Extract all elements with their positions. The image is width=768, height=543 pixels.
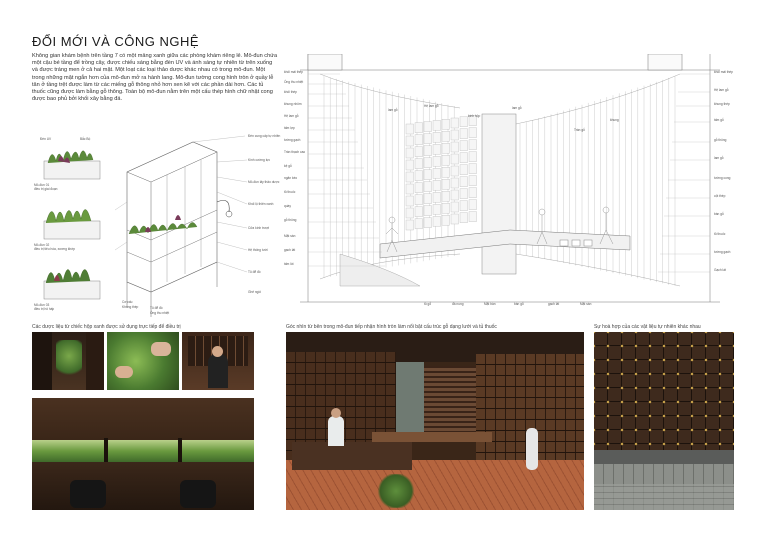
cabinet-drawer xyxy=(451,214,459,224)
cabinet-drawer xyxy=(442,119,450,129)
iso-label-4: Khối lộ thiên xanh xyxy=(248,202,274,206)
sec-left-8: kệ gỗ xyxy=(284,164,292,168)
sec-left-10: tủ thuốc xyxy=(284,190,296,194)
module-3-sub: điều trị hô hấp xyxy=(34,307,55,311)
sec-left-5: tấm lợp xyxy=(284,126,295,130)
sec-bottom-1: đá nung xyxy=(452,302,464,306)
sec-bottom-5: Mặt sàn xyxy=(580,302,592,306)
cabinet-drawer xyxy=(460,213,468,223)
sec-top-0: lam gỗ xyxy=(388,108,398,112)
cabinet-drawer xyxy=(442,143,450,153)
cabinet-drawer xyxy=(433,120,441,130)
cabinet-drawer xyxy=(406,184,414,194)
sec-right-9: tủ thuốc xyxy=(714,232,726,236)
cabinet-drawer xyxy=(415,135,423,145)
cabinet-drawer xyxy=(442,215,450,225)
cabinet-drawer xyxy=(415,183,423,193)
cabinet-drawer xyxy=(415,207,423,217)
sec-right-3: tấm gỗ xyxy=(714,118,724,122)
module-2-label: Mô-đun 02 xyxy=(34,243,50,247)
module-1 xyxy=(44,151,100,179)
sec-left-6: tường gạch xyxy=(284,138,301,142)
photo-reception-interior xyxy=(286,332,584,510)
plant-modules-illustration xyxy=(32,135,112,315)
caption-photos-left: Các dược liệu từ chiếc hộp xanh được sử dụng trực tiếp để điều trị xyxy=(32,324,181,330)
sec-right-11: Gạch lát xyxy=(714,268,726,272)
cabinet-drawer xyxy=(424,194,432,204)
sec-left-11: quầy xyxy=(284,204,291,208)
cabinet-drawer xyxy=(433,180,441,190)
sec-bottom-4: gạch lát xyxy=(548,302,560,306)
cabinet-drawer xyxy=(424,206,432,216)
cabinet-drawer xyxy=(433,144,441,154)
sec-right-7: cột thép xyxy=(714,194,726,198)
module-2 xyxy=(44,209,100,239)
sec-top-5: khung xyxy=(610,118,619,122)
module-3-label: Mô-đun 03 xyxy=(34,303,50,307)
iso-label-9: Cơ cấu xyxy=(122,300,133,304)
cabinet-drawer xyxy=(442,191,450,201)
sec-top-2: kính hộp xyxy=(468,114,481,118)
cabinet-drawer xyxy=(460,129,468,139)
cabinet-drawer xyxy=(406,148,414,158)
cabinet-drawer xyxy=(451,178,459,188)
sec-right-5: lam gỗ xyxy=(714,156,724,160)
caption-photo-right: Sự hoà hợp của các vật liệu tự nhiên khác nhau xyxy=(594,324,701,330)
cabinet-drawer xyxy=(433,132,441,142)
sec-top-4: Trần gỗ xyxy=(574,128,585,132)
module-1-sub: điều trị giai đoạn xyxy=(34,187,58,191)
page-title: ĐỔI MỚI VÀ CÔNG NGHỆ xyxy=(32,34,200,49)
cabinet-drawer xyxy=(442,179,450,189)
cabinet-drawer xyxy=(424,134,432,144)
cabinet-drawer xyxy=(469,200,477,210)
sec-right-10: tường gạch xyxy=(714,250,731,254)
iso-label-6: Hệ thống tưới xyxy=(248,248,268,252)
cabinet-drawer xyxy=(424,218,432,228)
sec-left-7: Trần thạch cao xyxy=(284,150,306,154)
cabinet-drawer xyxy=(415,147,423,157)
cabinet-drawer xyxy=(460,165,468,175)
cabinet-drawer xyxy=(460,153,468,163)
module-3 xyxy=(44,269,100,299)
iso-label-10: Khung thép xyxy=(122,305,139,309)
cabinet-drawer xyxy=(451,166,459,176)
sec-bottom-2: Mặt bàn xyxy=(484,302,496,306)
iso-label-5: Cửa kính trượt xyxy=(248,226,270,230)
cabinet-drawer xyxy=(433,156,441,166)
cabinet-drawer xyxy=(424,182,432,192)
cabinet-drawer xyxy=(451,154,459,164)
sec-top-3: lam gỗ xyxy=(512,106,522,110)
sec-left-1: Ống thu nhiệt xyxy=(284,80,304,84)
cabinet-drawer xyxy=(442,155,450,165)
cabinet-drawer xyxy=(424,170,432,180)
cabinet-drawer xyxy=(451,118,459,128)
iso-label-3: Mô-đun lấy thảo dược xyxy=(248,180,280,184)
cabinet-drawer xyxy=(469,128,477,138)
iso-label-8: Ghế ngồi xyxy=(248,290,261,294)
cabinet-drawer xyxy=(433,168,441,178)
cabinet-drawer xyxy=(460,117,468,127)
sec-left-3: khung nhôm xyxy=(284,102,302,106)
cabinet-drawer xyxy=(460,177,468,187)
cabinet-drawer xyxy=(406,136,414,146)
cabinet-drawer xyxy=(406,220,414,230)
sec-left-13: Mặt sàn xyxy=(284,234,296,238)
photo-pharmacist xyxy=(182,332,254,390)
cabinet-drawer xyxy=(415,219,423,229)
cabinet-drawer xyxy=(406,196,414,206)
sec-left-2: khối thép xyxy=(284,90,297,94)
module-1-label: Mô-đun 01 xyxy=(34,183,50,187)
cabinet-drawer xyxy=(460,201,468,211)
cabinet-drawer xyxy=(433,216,441,226)
sec-bottom-3: bàn gỗ xyxy=(514,302,524,306)
sec-right-1: Hệ lam gỗ xyxy=(714,88,729,92)
module-2-sub: điều trị tiêu hóa, xương khớp xyxy=(34,247,76,251)
cabinet-drawer xyxy=(469,188,477,198)
cabinet-drawer xyxy=(442,131,450,141)
cabinet-drawer xyxy=(469,152,477,162)
cabinet-drawer xyxy=(460,189,468,199)
cabinet-drawer xyxy=(469,164,477,174)
cabinet-drawer xyxy=(469,212,477,222)
sec-right-4: gỗ thông xyxy=(714,138,727,142)
cabinet-drawer xyxy=(442,167,450,177)
cabinet-drawer xyxy=(415,195,423,205)
sec-left-12: gỗ thông xyxy=(284,218,297,222)
cabinet-drawer xyxy=(433,192,441,202)
cabinet-drawer xyxy=(433,204,441,214)
sec-right-6: tường cong xyxy=(714,176,731,180)
cabinet-drawer xyxy=(415,171,423,181)
cabinet-drawer xyxy=(424,146,432,156)
cabinet-drawer xyxy=(424,122,432,132)
iso-label-11: Tủ để đồ xyxy=(150,306,163,310)
sec-left-15: tấm lót xyxy=(284,262,294,266)
photo-cabinet-wall xyxy=(594,332,734,510)
cabinet-drawer xyxy=(415,123,423,133)
cabinet-drawer xyxy=(406,172,414,182)
cabinet-drawer xyxy=(460,141,468,151)
caption-photo-middle: Góc nhìn từ bên trong mô-đun tiếp nhận hình tròn làm nổi bật cấu trúc gỗ dạng lưới và tủ thuốc xyxy=(286,324,497,330)
sec-top-1: Hệ lam gỗ xyxy=(424,104,439,108)
iso-label-12: Ống thu nhiệt xyxy=(150,311,170,315)
photo-herb-box xyxy=(32,332,104,390)
cabinet-drawer xyxy=(415,159,423,169)
sec-bottom-0: tủ gỗ xyxy=(424,302,432,306)
iso-label-7: Tủ để đồ xyxy=(248,270,261,274)
sec-left-14: gạch lát xyxy=(284,248,296,252)
cabinet-drawer xyxy=(469,140,477,150)
iso-label-1: Đèn cung cấp tự nhiên xyxy=(248,134,281,138)
cabinet-drawer xyxy=(424,158,432,168)
cabinet-drawer xyxy=(442,203,450,213)
sec-right-0: khối mái thép xyxy=(714,70,733,74)
sec-left-4: Hệ lam gỗ xyxy=(284,114,299,118)
module-label-bb: Bắc Bộ xyxy=(80,137,91,141)
sec-right-8: bàn gỗ xyxy=(714,212,724,216)
cabinet-drawer xyxy=(469,176,477,186)
cabinet-drawer xyxy=(406,160,414,170)
module-label-uv: Đèn UV xyxy=(40,137,52,141)
photo-herb-hands xyxy=(107,332,179,390)
iso-label-2: Kính cường lực xyxy=(248,158,271,162)
intro-paragraph: Không gian khám bệnh trên tầng 7 có một mảng xanh giữa các phòng khám riêng lẻ. Mô-đun chứa một cậu bé tầng để trồng cây, được chiếu sáng bằng đèn UV và ánh sáng tự nhiên từ trên xuống và được tráng men ở cả hai mặt. Một loạt các loại thảo dược khác nhau có trong mô-đun. Một trong những mặt ngắn hơn của mô-đun mở ra hành lang. Mô-đun tường cong hình tròn ở quầy lễ tân ở tầng trệt được làm từ các miếng gỗ thông nhỏ hơn xen kẽ với các phần dài hơn. Các tủ thuốc cũng được làm bằng gỗ thông. Toàn bộ mô-đun nằm trên một cấu thép hình chữ nhật cong được bao phủ bởi khối xây bằng đá. xyxy=(32,53,278,103)
cabinet-drawer xyxy=(451,190,459,200)
cabinet-drawer xyxy=(406,124,414,134)
cabinet-drawer xyxy=(451,142,459,152)
sec-left-0: khối mái thép xyxy=(284,70,303,74)
photo-green-window-corridor xyxy=(32,398,254,510)
sec-left-9: ngăn kéo xyxy=(284,176,298,180)
cabinet-drawer xyxy=(451,202,459,212)
cabinet-drawer xyxy=(451,130,459,140)
sec-right-2: khung thép xyxy=(714,102,730,106)
section-drawing xyxy=(280,54,740,316)
cabinet-drawer xyxy=(406,208,414,218)
